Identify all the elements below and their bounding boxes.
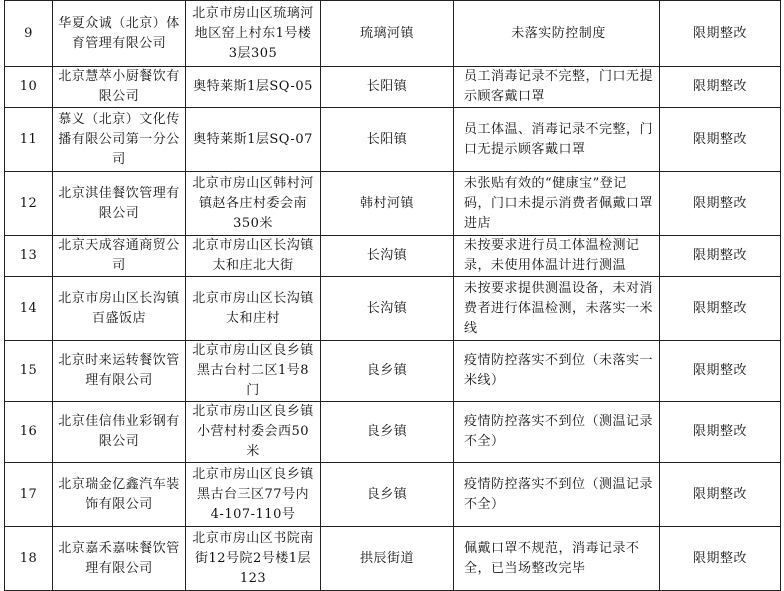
action-cell: 限期整改 (660, 277, 781, 341)
table-row (5, 236, 781, 277)
table-row (5, 527, 781, 591)
action-cell: 限期整改 (660, 172, 781, 236)
town-cell: 长阳镇 (321, 67, 454, 108)
action-cell: 限期整改 (660, 1, 781, 67)
address-cell: 北京市房山区良乡镇小营村村委会西50米 (186, 402, 321, 463)
table-row (5, 402, 781, 463)
table-row (5, 1, 781, 67)
row-number-cell: 9 (5, 1, 53, 67)
row-number-cell: 13 (5, 236, 53, 277)
town-cell: 良乡镇 (321, 463, 454, 527)
table-row (5, 172, 781, 236)
issue-cell: 未落实防控制度 (454, 1, 660, 67)
issue-cell: 佩戴口罩不规范，消毒记录不全，已当场整改完毕 (454, 527, 660, 591)
table-row (5, 277, 781, 341)
address-cell: 北京市房山区良乡镇黑古台村二区1号8门 (186, 341, 321, 402)
action-cell: 限期整改 (660, 341, 781, 402)
address-cell: 北京市房山区琉璃河地区窑上村东1号楼3层305 (186, 1, 321, 67)
row-number-cell: 14 (5, 277, 53, 341)
town-cell: 长沟镇 (321, 236, 454, 277)
business-name-cell: 北京淇佳餐饮管理有限公司 (53, 172, 186, 236)
address-cell: 奥特莱斯1层SQ-07 (186, 108, 321, 172)
row-number-cell: 15 (5, 341, 53, 402)
town-cell: 韩村河镇 (321, 172, 454, 236)
business-name-cell: 北京时来运转餐饮管理有限公司 (53, 341, 186, 402)
action-cell: 限期整改 (660, 527, 781, 591)
business-name-cell: 北京嘉禾嘉味餐饮管理有限公司 (53, 527, 186, 591)
town-cell: 琉璃河镇 (321, 1, 454, 67)
row-number-cell: 10 (5, 67, 53, 108)
issue-cell: 未按要求进行员工体温检测记录，未使用体温计进行测温 (454, 236, 660, 277)
town-cell: 拱辰街道 (321, 527, 454, 591)
issue-cell: 疫情防控落实不到位（测温记录不全） (454, 463, 660, 527)
row-number-cell: 16 (5, 402, 53, 463)
business-name-cell: 北京佳信伟业彩钢有限公司 (53, 402, 186, 463)
issue-cell: 疫情防控落实不到位（未落实一米线） (454, 341, 660, 402)
table-row (5, 67, 781, 108)
town-cell: 良乡镇 (321, 341, 454, 402)
action-cell: 限期整改 (660, 402, 781, 463)
address-cell: 北京市房山区长沟镇太和庄村 (186, 277, 321, 341)
row-number-cell: 12 (5, 172, 53, 236)
business-name-cell: 北京市房山区长沟镇百盛饭店 (53, 277, 186, 341)
action-cell: 限期整改 (660, 236, 781, 277)
address-cell: 奥特莱斯1层SQ-05 (186, 67, 321, 108)
issue-cell: 疫情防控落实不到位（测温记录不全） (454, 402, 660, 463)
table-row (5, 341, 781, 402)
inspection-results-table (4, 0, 781, 591)
address-cell: 北京市房山区良乡镇黑古台三区77号内4-107-110号 (186, 463, 321, 527)
address-cell: 北京市房山区韩村河镇赵各庄村委会南350米 (186, 172, 321, 236)
town-cell: 长阳镇 (321, 108, 454, 172)
action-cell: 限期整改 (660, 108, 781, 172)
address-cell: 北京市房山区书院南街12号院2号楼1层123 (186, 527, 321, 591)
business-name-cell: 北京瑞金亿鑫汽车装饰有限公司 (53, 463, 186, 527)
row-number-cell: 17 (5, 463, 53, 527)
action-cell: 限期整改 (660, 463, 781, 527)
document-page (4, 0, 780, 591)
business-name-cell: 北京慧萃小厨餐饮有限公司 (53, 67, 186, 108)
table-row (5, 463, 781, 527)
row-number-cell: 11 (5, 108, 53, 172)
issue-cell: 未张贴有效的“健康宝”登记码，门口未提示消费者佩戴口罩进店 (454, 172, 660, 236)
business-name-cell: 慕义（北京）文化传播有限公司第一分公司 (53, 108, 186, 172)
issue-cell: 未按要求提供测温设备，未对消费者进行体温检测，未落实一米线 (454, 277, 660, 341)
town-cell: 长沟镇 (321, 277, 454, 341)
business-name-cell: 华夏众诚（北京）体育管理有限公司 (53, 1, 186, 67)
issue-cell: 员工体温、消毒记录不完整，门口无提示顾客戴口罩 (454, 108, 660, 172)
address-cell: 北京市房山区长沟镇太和庄北大街 (186, 236, 321, 277)
action-cell: 限期整改 (660, 67, 781, 108)
table-row (5, 108, 781, 172)
row-number-cell: 18 (5, 527, 53, 591)
issue-cell: 员工消毒记录不完整，门口无提示顾客戴口罩 (454, 67, 660, 108)
business-name-cell: 北京天成容通商贸公司 (53, 236, 186, 277)
town-cell: 良乡镇 (321, 402, 454, 463)
